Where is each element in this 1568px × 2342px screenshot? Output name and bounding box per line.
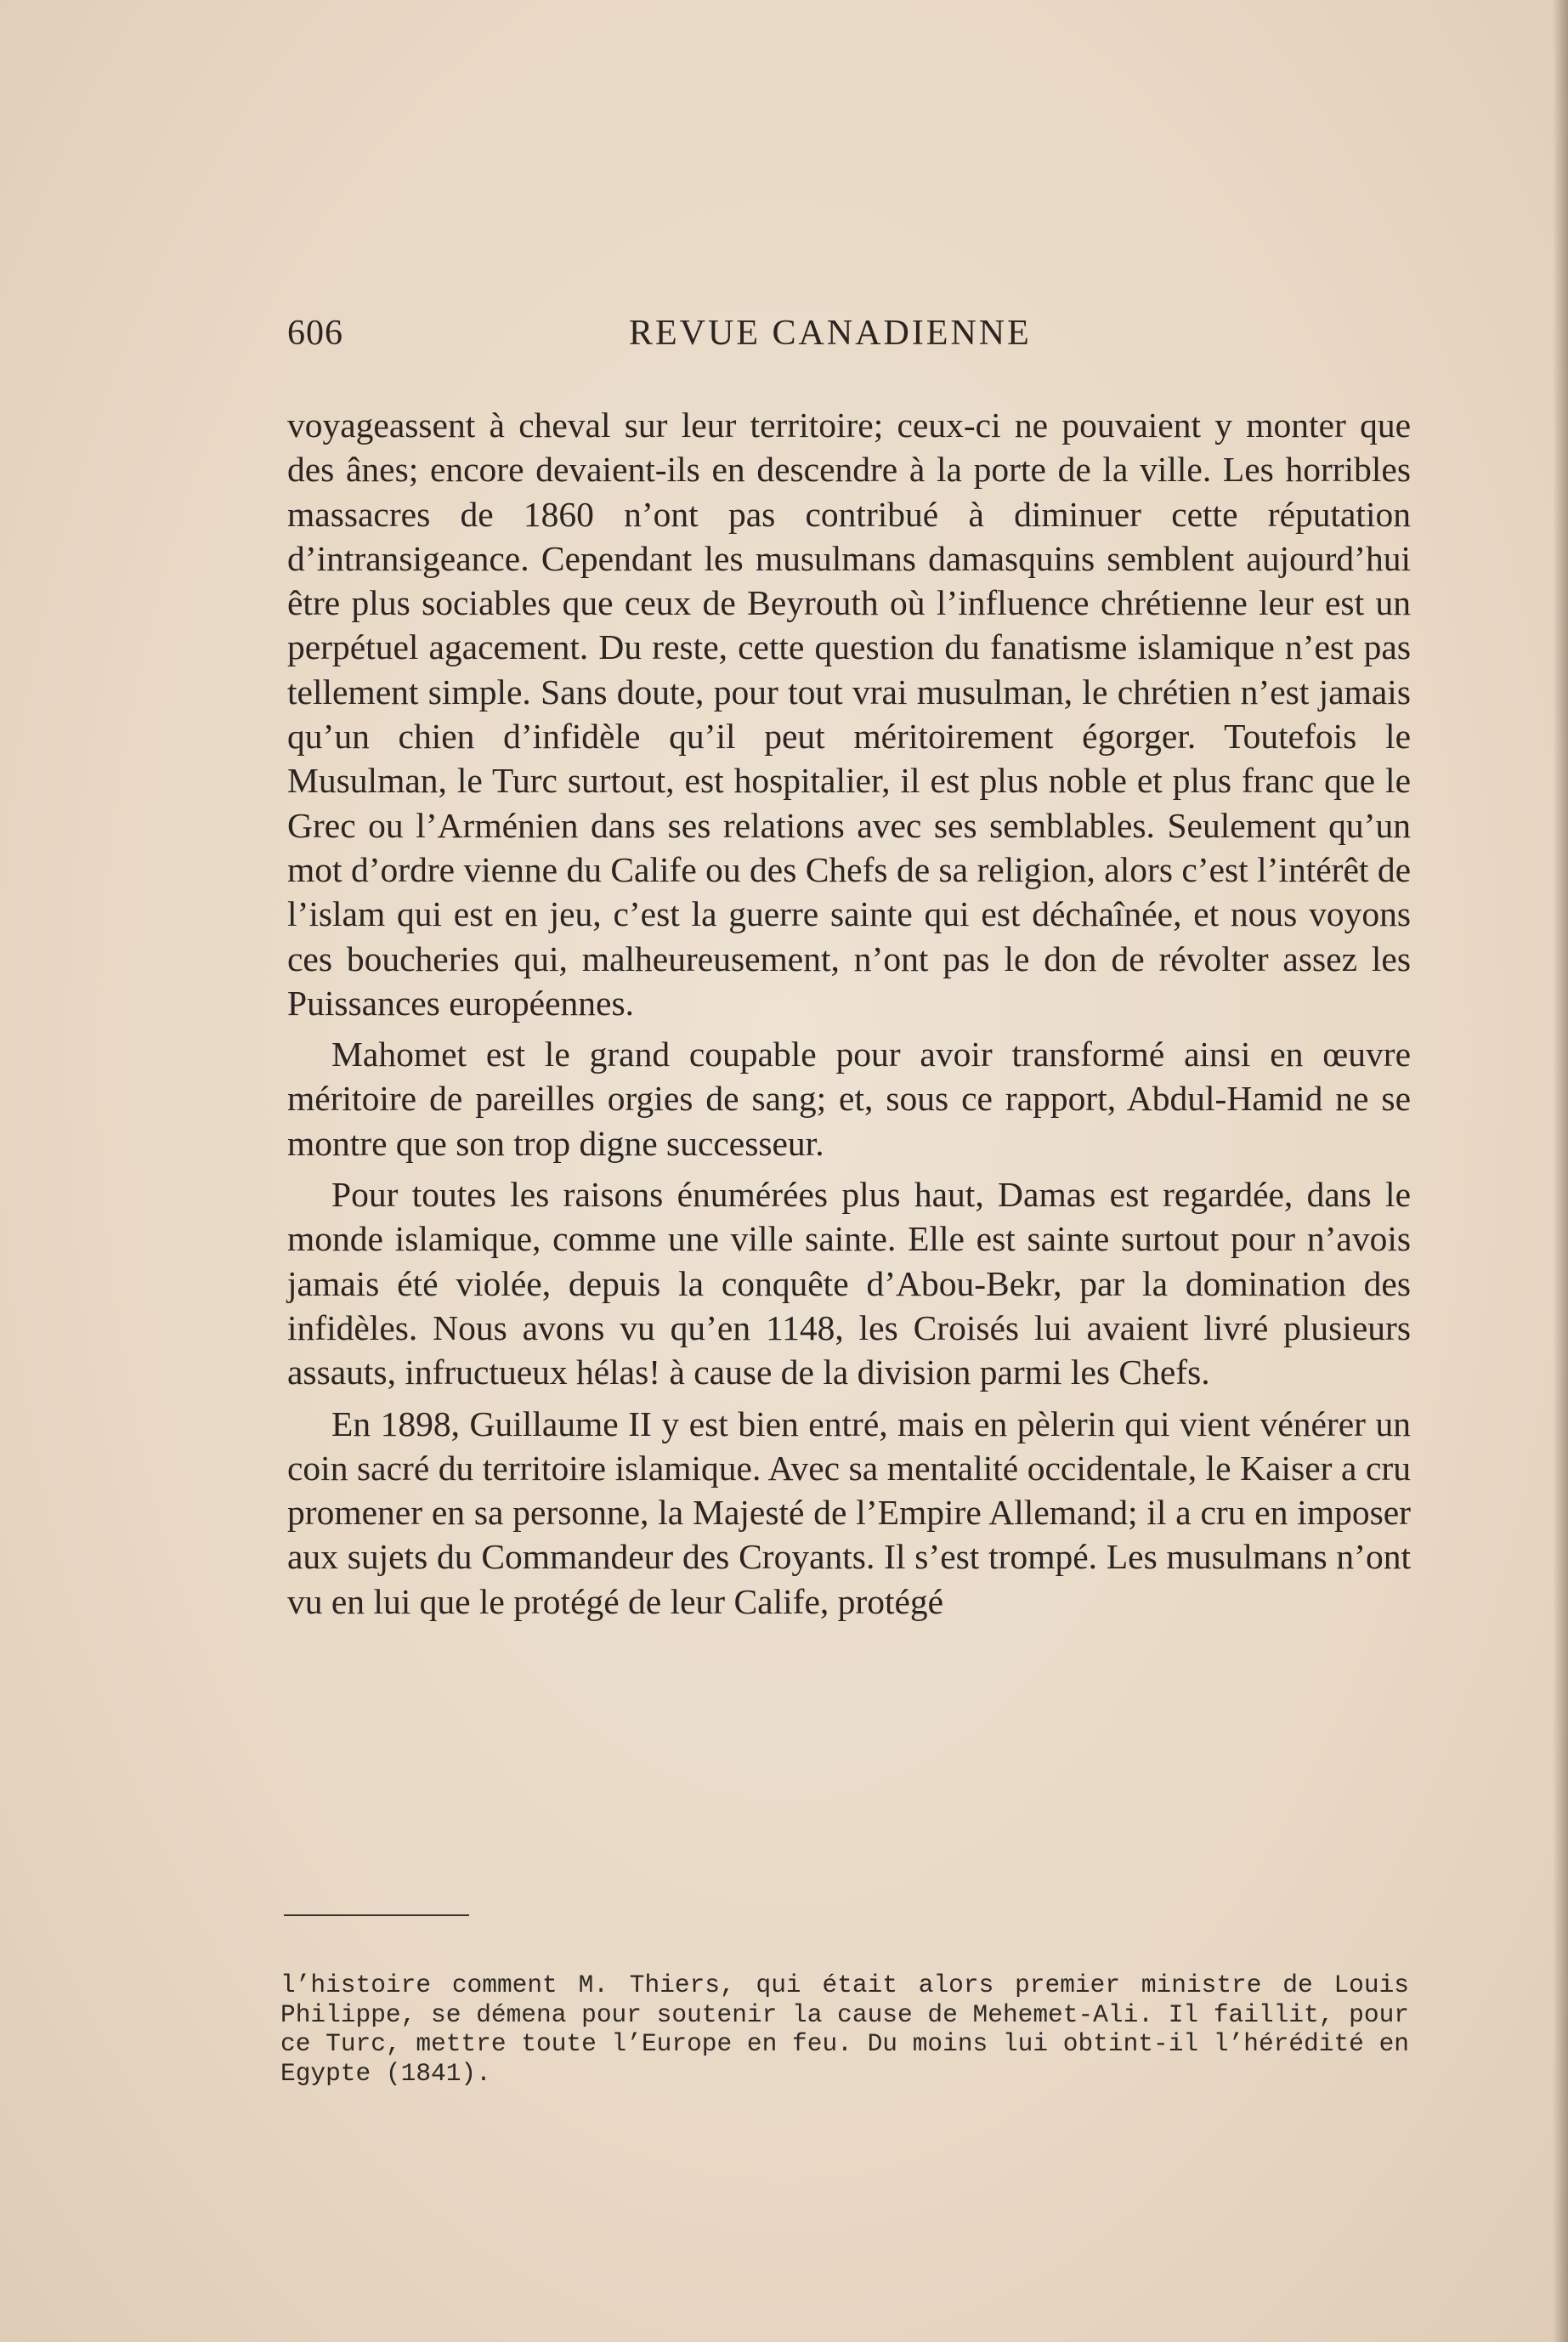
paragraph: voyageassent à cheval sur leur territoire; ceux-ci ne pouvaient y monter que des ânes; encore devaient-ils en descendre à la porte de la ville. Les horribles massacres de 1860 n’ont pas contribué à diminuer cette réputation d’intransigeance. Cependant les musulmans damasquins semblent aujourd’hui être plus sociables que ceux de Beyrouth où l’influence chrétienne leur est un perpétuel agacement. Du reste, cette question du fanatisme islamique n’est pas tellement simple. Sans doute, pour tout vrai musulman, le chrétien n’est jamais qu’un chien d’infidèle qu’il peut méritoirement égorger. Toutefois le Musulman, le Turc surtout, est hospitalier, il est plus noble et plus franc que le Grec ou l’Arménien dans ses relations avec ses semblables. Seulement qu’un mot d’ordre vienne du Calife ou des Chefs de sa religion, alors c’est l’intérêt de l’islam qui est en jeu, c’est la guerre sainte qui est déchaînée, et nous voyons ces boucheries qui, malheureusement, n’ont pas le don de révolter assez les Puissances européennes. [287,405,1411,1023]
paragraph: En 1898, Guillaume II y est bien entré, mais en pèlerin qui vient vénérer un coin sacré du territoire islamique. Avec sa mentalité occidentale, le Kaiser a cru promener en sa personne, la Majesté de l’Empire Allemand; il a cru en imposer aux sujets du Commandeur des Croyants. Il s’est trompé. Les musulmans n’ont vu en lui que le protégé de leur Calife, protégé [287,1403,1411,1621]
paragraph: Pour toutes les raisons énumérées plus haut, Damas est regardée, dans le monde islamique, comme une ville sainte. Elle est sainte surtout pour n’avois jamais été violée, depuis la conquête d’Abou-Bekr, par la domination des infidèles. Nous avons vu qu’en 1148, les Croisés lui avaient livré plusieurs assauts, infructueux hélas! à cause de la division parmi les Chefs. [287,1175,1411,1392]
page-edge-shadow [1553,0,1568,2342]
footnote-rule [284,1914,469,1916]
page-number: 606 [287,314,343,353]
running-head: REVUE CANADIENNE [629,314,1032,353]
paragraph: Mahomet est le grand coupable pour avoir transformé ainsi en œuvre méritoire de pareilles orgies de sang; et, sous ce rapport, Abdul-Hamid ne se montre que son trop digne successeur. [287,1035,1411,1163]
body-text [287,403,1411,1624]
footnote: l’histoire comment M. Thiers, qui était alors premier ministre de Louis Philippe, se démena pour soutenir la cause de Mehemet-Ali. Il faillit, pour ce Turc, mettre toute l’Europe en feu. Du moins lui obtint-il l’hérédité en Egypte (1841). [280,1971,1409,2088]
